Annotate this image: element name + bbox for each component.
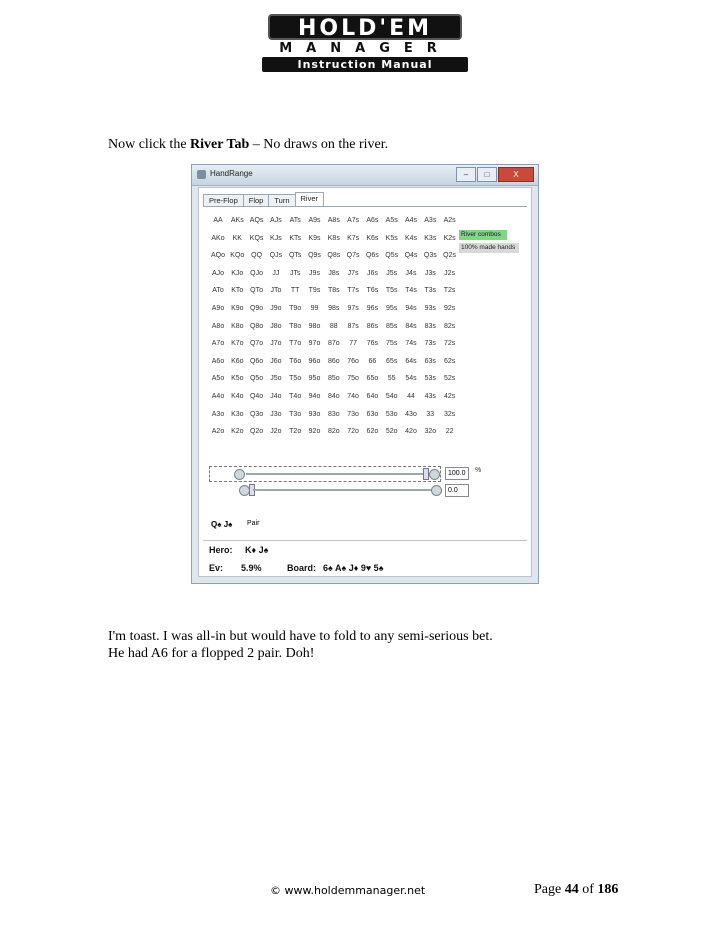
tab-strip [203, 192, 323, 206]
hand-cell[interactable]: J9s [309, 269, 320, 277]
legend-made-hands: 100% made hands [459, 243, 519, 253]
hand-cell[interactable]: AQs [249, 217, 264, 224]
hand-cell[interactable]: 87s [347, 322, 359, 330]
hand-cell[interactable]: Q7o [249, 340, 264, 348]
hand-cell[interactable]: 63o [366, 410, 379, 418]
hand-cell[interactable]: 72s [443, 340, 456, 348]
tab-turn[interactable]: Turn [268, 194, 295, 207]
hand-cell[interactable]: AKs [230, 217, 244, 224]
range-slider-top[interactable] [209, 466, 441, 482]
hand-cell[interactable]: T9s [308, 287, 321, 295]
hand-cell[interactable]: 92s [443, 305, 456, 312]
hand-cell[interactable]: T7s [347, 287, 359, 295]
hand-cell[interactable]: 42s [443, 393, 456, 400]
board-label: Board: [287, 563, 316, 573]
minimize-button[interactable]: – [456, 167, 476, 182]
page-current: 44 [564, 882, 579, 897]
hand-cell[interactable]: Q5o [249, 375, 264, 383]
hand-cell[interactable]: 63s [424, 357, 436, 365]
logo-tagline: Instruction Manual [262, 57, 468, 72]
tab-flop[interactable]: Flop [243, 194, 270, 207]
hand-cell[interactable]: 76o [347, 357, 359, 365]
hand-cell[interactable]: A4o [211, 393, 225, 400]
hand-cell[interactable]: 82o [327, 428, 340, 436]
hand-cell[interactable]: 22 [445, 428, 454, 436]
hand-cell[interactable]: J8s [328, 269, 340, 277]
hand-cell[interactable]: T6s [366, 287, 379, 295]
hand-cell[interactable]: 42o [405, 428, 417, 436]
hand-cell[interactable]: K3o [231, 410, 244, 418]
hand-cell[interactable]: Q9o [249, 305, 264, 312]
ev-value: 5.9% [241, 563, 262, 573]
hand-cell[interactable]: 93o [308, 410, 321, 418]
hand-cell[interactable]: KTs [289, 234, 302, 242]
hand-cell[interactable]: T7o [289, 340, 302, 348]
hand-cell[interactable]: J7s [347, 269, 359, 277]
hand-cell[interactable]: QJo [250, 269, 264, 277]
hand-cell[interactable]: Q2o [249, 428, 264, 436]
tab-preflop[interactable]: Pre-Flop [203, 194, 244, 207]
logo-subtitle: MANAGER [279, 41, 451, 56]
body-line-2: He had A6 for a flopped 2 pair. Doh! [108, 646, 315, 661]
intro-bold: River Tab [190, 137, 250, 152]
hand-cell[interactable]: T5s [385, 287, 398, 295]
hand-cell[interactable]: J8o [270, 322, 282, 330]
hand-cell[interactable]: Q8s [327, 252, 341, 260]
hand-cell[interactable]: 99 [310, 305, 319, 312]
hand-cell[interactable]: K8s [327, 234, 340, 242]
hand-cell[interactable]: T3s [424, 287, 437, 295]
hand-cell[interactable]: A5o [211, 375, 225, 383]
hand-cell[interactable]: K5o [231, 375, 244, 383]
hand-cell[interactable]: 96s [366, 305, 379, 312]
hand-cell[interactable]: K2o [231, 428, 244, 436]
hand-cell[interactable]: K2s [443, 234, 456, 242]
window-client [198, 187, 532, 577]
hand-cell[interactable]: 77 [349, 340, 357, 348]
hand-cell[interactable]: K7o [231, 340, 244, 348]
hand-cell[interactable]: 62s [443, 357, 456, 365]
slider-increase-icon[interactable] [429, 469, 440, 480]
hand-cell[interactable]: 76s [366, 340, 379, 348]
handrange-window [191, 164, 539, 584]
slider2-track[interactable] [253, 489, 433, 491]
close-button[interactable]: X [498, 167, 534, 182]
hand-cell[interactable]: A9o [211, 305, 225, 312]
hand-cell[interactable]: Q3o [249, 410, 264, 418]
holdem-manager-logo [262, 14, 468, 72]
hand-cell[interactable]: KK [232, 234, 242, 242]
hand-cell[interactable]: 33 [426, 410, 435, 418]
hand-cell[interactable]: 96o [308, 357, 321, 365]
hand-cell[interactable]: 93s [424, 305, 436, 312]
hand-cell[interactable]: 62o [366, 428, 379, 436]
selected-combo: Q♠ J♠ [211, 520, 233, 529]
hand-cell[interactable]: AQo [210, 252, 225, 260]
hand-cell[interactable]: 97o [308, 340, 321, 348]
hand-cell[interactable]: 74o [347, 393, 359, 400]
hand-cell[interactable]: J4o [270, 393, 282, 400]
hand-cell[interactable]: 44 [407, 393, 415, 400]
hand-cell[interactable]: J6s [366, 269, 378, 277]
hand-cell[interactable]: 83o [327, 410, 340, 418]
hand-cell[interactable]: K4o [231, 393, 244, 400]
window-title: HandRange [210, 169, 253, 178]
hand-cell[interactable]: 82s [443, 322, 456, 330]
hand-cell[interactable]: Q3s [423, 252, 437, 260]
hand-cell[interactable]: 55 [387, 375, 396, 383]
app-icon [197, 170, 206, 179]
hand-cell[interactable]: QTo [250, 287, 264, 295]
hand-cell[interactable]: K9s [308, 234, 321, 242]
maximize-button[interactable]: □ [477, 167, 497, 182]
page-total: 186 [597, 882, 619, 897]
hand-cell[interactable]: 64s [405, 357, 417, 365]
hand-cell[interactable]: Q8o [249, 322, 264, 330]
hand-cell[interactable]: Q6s [365, 252, 379, 260]
hand-cell[interactable]: J5s [386, 269, 398, 277]
hand-cell[interactable]: J5o [270, 375, 282, 383]
hand-cell[interactable]: 53s [424, 375, 436, 383]
hand-cell[interactable]: KJo [231, 269, 244, 277]
hand-cell[interactable]: 86s [366, 322, 379, 330]
status-area [203, 540, 527, 574]
hand-cell[interactable]: JJ [272, 269, 280, 277]
hand-cell[interactable]: Q5s [385, 252, 399, 260]
hand-cell[interactable]: A4s [404, 217, 418, 224]
hand-cell[interactable]: 85s [386, 322, 398, 330]
hand-cell[interactable]: ATs [289, 217, 301, 224]
hand-cell[interactable]: T6o [289, 357, 302, 365]
hand-cell[interactable]: 87o [327, 340, 340, 348]
hand-cell[interactable]: KQo [230, 252, 245, 260]
hand-cell[interactable]: Q7s [346, 252, 360, 260]
hand-cell[interactable]: J7o [270, 340, 282, 348]
body-line-1: I'm toast. I was all-in but would have to fold to any semi-serious bet. [108, 629, 493, 644]
hand-cell[interactable]: Q6o [249, 357, 264, 365]
slider-top-value[interactable]: 100.0 [445, 467, 469, 480]
hand-cell[interactable]: ATo [212, 287, 224, 295]
hand-cell[interactable]: J9o [270, 305, 282, 312]
hand-cell[interactable]: A8o [211, 322, 225, 330]
hand-cell[interactable]: J3o [270, 410, 282, 418]
hand-cell[interactable]: 52s [443, 375, 456, 383]
hand-cell[interactable]: KTo [231, 287, 244, 295]
footer-website: © www.holdemmanager.net [270, 884, 426, 897]
hand-cell[interactable]: 43s [424, 393, 436, 400]
hand-cell[interactable]: K7s [347, 234, 360, 242]
tab-divider [203, 206, 527, 207]
hand-cell[interactable]: 43o [405, 410, 417, 418]
hand-cell[interactable]: J2o [270, 428, 282, 436]
hand-cell[interactable]: 94o [308, 393, 321, 400]
hand-cell[interactable]: 83s [424, 322, 436, 330]
hand-cell[interactable]: AKo [211, 234, 225, 242]
hand-cell[interactable]: A2o [211, 428, 225, 436]
hand-cell[interactable]: 95s [386, 305, 398, 312]
hand-cell[interactable]: Q9s [308, 252, 321, 260]
hand-cell[interactable]: T3o [289, 410, 302, 418]
hand-cell[interactable]: Q2s [443, 252, 457, 260]
hand-cell[interactable]: K5s [385, 234, 398, 242]
hand-cell[interactable]: K8o [231, 322, 244, 330]
slider-track[interactable] [246, 473, 426, 475]
hand-cell[interactable]: TT [290, 287, 300, 295]
hand-cell[interactable]: Q4o [249, 393, 264, 400]
intro-suffix: – No draws on the river. [249, 137, 389, 152]
hand-cell[interactable]: A5s [385, 217, 398, 224]
hand-cell[interactable]: 85o [327, 375, 340, 383]
percent-sign: % [475, 467, 482, 474]
window-titlebar [192, 165, 538, 186]
hand-cell[interactable]: 74s [405, 340, 417, 348]
hand-cell[interactable]: A6o [211, 357, 225, 365]
hand-cell[interactable]: AJs [270, 217, 282, 224]
hand-cell[interactable]: 98s [328, 305, 340, 312]
hand-cell[interactable]: K6s [366, 234, 379, 242]
hand-cell[interactable]: 84s [405, 322, 417, 330]
hand-cell[interactable]: K3s [424, 234, 437, 242]
hand-cell[interactable]: T4s [405, 287, 417, 295]
page-prefix: Page [534, 882, 565, 897]
hand-cell[interactable]: K6o [231, 357, 244, 365]
hand-cell[interactable]: 92o [308, 428, 321, 436]
hand-cell[interactable]: 66 [368, 357, 377, 365]
hand-cell[interactable]: A2s [443, 217, 456, 224]
hand-cell[interactable]: QJs [269, 252, 283, 260]
hand-cell[interactable]: 86o [327, 357, 340, 365]
hand-cell[interactable]: KQs [249, 234, 264, 242]
hand-cell[interactable]: A7o [211, 340, 225, 348]
hand-cell[interactable]: 75o [347, 375, 359, 383]
hand-cell[interactable]: J6o [270, 357, 282, 365]
hand-cell[interactable]: T4o [289, 393, 302, 400]
hand-cell[interactable]: 32o [424, 428, 437, 436]
hero-cards: K♦ J♠ [245, 545, 269, 555]
hand-cell[interactable]: JTo [270, 287, 282, 295]
hand-cell[interactable]: A8s [327, 217, 340, 224]
hand-cell[interactable]: 84o [327, 393, 340, 400]
hand-cell[interactable]: 73o [347, 410, 359, 418]
combo-type: Pair [247, 520, 260, 527]
hand-cell[interactable]: J2s [444, 269, 456, 277]
hand-cell[interactable]: A6s [366, 217, 379, 224]
hand-cell[interactable]: 32s [443, 410, 456, 418]
hand-cell[interactable]: JTs [289, 269, 301, 277]
hand-cell[interactable]: T9o [289, 305, 302, 312]
hand-cell[interactable]: J3s [424, 269, 436, 277]
hand-cell[interactable]: T2o [289, 428, 302, 436]
hand-cell[interactable]: A3s [424, 217, 437, 224]
hand-cell[interactable]: T8o [289, 322, 302, 330]
hand-cell[interactable]: K4s [404, 234, 418, 242]
hand-cell[interactable]: KJs [270, 234, 282, 242]
intro-paragraph [108, 136, 388, 153]
hero-label: Hero: [209, 545, 233, 555]
hand-cell[interactable]: 72o [347, 428, 359, 436]
hand-cell[interactable]: 64o [366, 393, 379, 400]
intro-prefix: Now click the [108, 137, 191, 152]
hand-cell[interactable]: J4s [405, 269, 417, 277]
hand-cell[interactable]: 52o [385, 428, 398, 436]
hand-cell[interactable]: Q4s [404, 252, 418, 260]
legend-river-combos: River combos [459, 230, 507, 240]
ev-label: Ev: [209, 563, 224, 573]
hand-cell[interactable]: 95o [308, 375, 321, 383]
hand-cell[interactable]: A9s [308, 217, 321, 224]
hand-cell[interactable]: 94s [405, 305, 417, 312]
hand-cell[interactable]: 65o [366, 375, 379, 383]
hand-cell[interactable]: QQ [251, 252, 263, 260]
hand-cell[interactable]: 54s [405, 375, 417, 383]
board-cards: 6♠ A♠ J♦ 9♥ 5♠ [323, 563, 384, 573]
hand-cell[interactable]: A3o [211, 410, 225, 418]
hand-cell[interactable]: K9o [231, 305, 244, 312]
hand-cell[interactable]: A7s [347, 217, 360, 224]
hand-cell[interactable]: T8s [327, 287, 340, 295]
hand-cell[interactable]: 54o [385, 393, 398, 400]
hand-cell[interactable]: 88 [329, 322, 338, 330]
hand-cell[interactable]: T2s [443, 287, 456, 295]
hand-cell[interactable]: QTs [288, 252, 302, 260]
hand-cell[interactable]: 53o [385, 410, 398, 418]
hand-cell[interactable]: 65s [386, 357, 398, 365]
slider-bottom-value[interactable]: 0.0 [445, 484, 469, 497]
hand-cell[interactable]: 97s [347, 305, 359, 312]
hand-cell[interactable]: AA [213, 217, 223, 224]
hand-cell[interactable]: AJo [211, 269, 225, 277]
slider2-increase-icon[interactable] [431, 485, 442, 496]
logo-title: HOLD'EM [268, 14, 462, 40]
hand-cell[interactable]: 73s [424, 340, 436, 348]
footer-page-number [534, 882, 618, 898]
page-of: of [578, 882, 598, 897]
tab-river[interactable]: River [295, 192, 325, 207]
slider-decrease-icon[interactable] [234, 469, 245, 480]
hand-cell[interactable]: 98o [308, 322, 321, 330]
hand-cell[interactable]: 75s [386, 340, 398, 348]
hand-cell[interactable]: T5o [289, 375, 302, 383]
